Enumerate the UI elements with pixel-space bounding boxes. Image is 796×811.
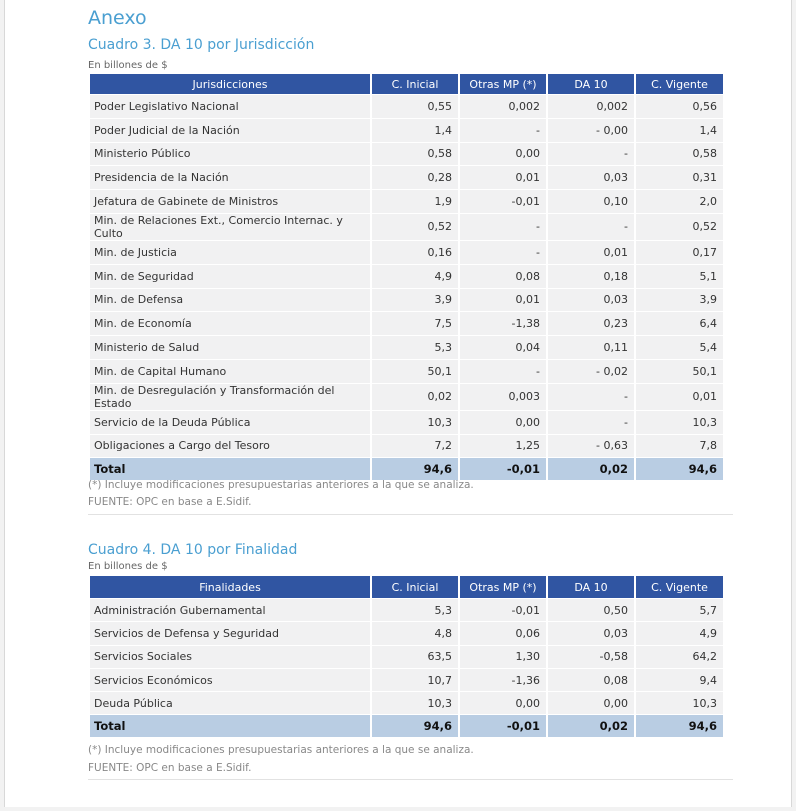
table-cell: 6,4 (636, 312, 723, 335)
table-cell: 0,01 (548, 241, 634, 264)
row-label: Min. de Economía (90, 312, 370, 335)
table-cell: 3,9 (372, 289, 458, 312)
table-cell: 0,03 (548, 289, 634, 312)
table-cell: 0,00 (548, 692, 634, 714)
table-row (90, 360, 723, 383)
table-cell: 0,56 (636, 95, 723, 118)
row-label: Min. de Desregulación y Transformación del Estado (90, 384, 370, 410)
row-label: Servicio de la Deuda Pública (90, 411, 370, 434)
table-cell: 9,4 (636, 669, 723, 691)
row-label: Obligaciones a Cargo del Tesoro (90, 435, 370, 458)
table-cell: 4,9 (636, 622, 723, 644)
table-cell: 0,00 (460, 411, 546, 434)
table3-note: (*) Incluye modificaciones presupuestarias anteriores a la que se analiza. (88, 479, 474, 491)
table-row (90, 312, 723, 335)
row-label: Min. de Capital Humano (90, 360, 370, 383)
row-label: Min. de Relaciones Ext., Comercio Internac. y Culto (90, 214, 370, 240)
table-cell: 0,03 (548, 622, 634, 644)
table-row (90, 435, 723, 458)
table-cell: 4,8 (372, 622, 458, 644)
table-cell: 7,5 (372, 312, 458, 335)
total-label: Total (90, 715, 370, 737)
table-cell: 0,06 (460, 622, 546, 644)
table-cell: -0,01 (460, 599, 546, 621)
left-frame (0, 0, 5, 811)
table-row (90, 95, 723, 118)
row-label: Ministerio de Salud (90, 336, 370, 359)
total-row (90, 715, 723, 737)
table-cell: -0,01 (460, 190, 546, 213)
table-cell: 0,23 (548, 312, 634, 335)
header-da10: DA 10 (548, 576, 634, 598)
right-frame (791, 0, 796, 811)
table-finalidades (88, 575, 725, 738)
table-cell: -1,36 (460, 669, 546, 691)
row-label: Administración Gubernamental (90, 599, 370, 621)
row-label: Min. de Defensa (90, 289, 370, 312)
row-label: Min. de Seguridad (90, 265, 370, 288)
table-cell: - 0,63 (548, 435, 634, 458)
table-cell: 0,31 (636, 166, 723, 189)
table-row (90, 411, 723, 434)
table-cell: - (548, 411, 634, 434)
divider (88, 514, 733, 515)
table-cell: 1,4 (372, 119, 458, 142)
table-cell: 94,6 (636, 458, 723, 480)
header-jurisdicciones: Jurisdicciones (90, 74, 370, 94)
table-cell: 0,01 (636, 384, 723, 410)
table-cell: 94,6 (372, 715, 458, 737)
table-cell: - (548, 214, 634, 240)
table-row (90, 190, 723, 213)
row-label: Poder Legislativo Nacional (90, 95, 370, 118)
table-cell: 0,55 (372, 95, 458, 118)
table-cell: - 0,02 (548, 360, 634, 383)
table4-header-row (90, 576, 723, 598)
table-cell: 1,25 (460, 435, 546, 458)
table4-source: FUENTE: OPC en base a E.Sidif. (88, 762, 252, 774)
row-label: Presidencia de la Nación (90, 166, 370, 189)
table-cell: 0,03 (548, 166, 634, 189)
header-c-inicial: C. Inicial (372, 576, 458, 598)
table-cell: 10,3 (372, 411, 458, 434)
table-row (90, 119, 723, 142)
table-cell: 5,3 (372, 336, 458, 359)
table-cell: 5,7 (636, 599, 723, 621)
table3-header-row (90, 74, 723, 94)
table-cell: - (460, 214, 546, 240)
table-cell: 0,02 (548, 715, 634, 737)
table-row (90, 646, 723, 668)
table-cell: 0,58 (636, 143, 723, 166)
table-cell: 0,002 (548, 95, 634, 118)
table-cell: 0,02 (372, 384, 458, 410)
row-label: Jefatura de Gabinete de Ministros (90, 190, 370, 213)
table-cell: 0,00 (460, 143, 546, 166)
table-cell: 94,6 (372, 458, 458, 480)
table-cell: 94,6 (636, 715, 723, 737)
table-cell: - (460, 241, 546, 264)
table-cell: 64,2 (636, 646, 723, 668)
header-finalidades: Finalidades (90, 576, 370, 598)
table-cell: 0,52 (636, 214, 723, 240)
table-cell: 0,28 (372, 166, 458, 189)
table-row (90, 214, 723, 240)
row-label: Deuda Pública (90, 692, 370, 714)
table-cell: 0,02 (548, 458, 634, 480)
table-cell: 5,3 (372, 599, 458, 621)
bottom-frame (0, 807, 796, 811)
table-cell: 1,9 (372, 190, 458, 213)
table-cell: 0,04 (460, 336, 546, 359)
table-row (90, 336, 723, 359)
table-row (90, 241, 723, 264)
table-cell: 50,1 (636, 360, 723, 383)
table-cell: - (460, 360, 546, 383)
row-label: Servicios de Defensa y Seguridad (90, 622, 370, 644)
table-cell: - (548, 384, 634, 410)
table-cell: 0,08 (460, 265, 546, 288)
total-label: Total (90, 458, 370, 480)
table-cell: 50,1 (372, 360, 458, 383)
table-cell: 4,9 (372, 265, 458, 288)
table-cell: 0,003 (460, 384, 546, 410)
table-row (90, 669, 723, 691)
table-cell: 5,1 (636, 265, 723, 288)
row-label: Servicios Sociales (90, 646, 370, 668)
table-cell: 0,01 (460, 166, 546, 189)
table-jurisdicciones (88, 73, 725, 481)
row-label: Ministerio Público (90, 143, 370, 166)
table-cell: 3,9 (636, 289, 723, 312)
header-otras-mp: Otras MP (*) (460, 576, 546, 598)
table-cell: 2,0 (636, 190, 723, 213)
table-cell: 5,4 (636, 336, 723, 359)
row-label: Poder Judicial de la Nación (90, 119, 370, 142)
table-cell: 1,4 (636, 119, 723, 142)
page-title: Anexo (88, 7, 147, 29)
table-row (90, 143, 723, 166)
table3-units: En billones de $ (88, 60, 168, 71)
table-cell: 10,7 (372, 669, 458, 691)
table-row (90, 599, 723, 621)
table-cell: 63,5 (372, 646, 458, 668)
table-row (90, 384, 723, 410)
table-cell: 0,17 (636, 241, 723, 264)
table-row (90, 622, 723, 644)
table-cell: 7,2 (372, 435, 458, 458)
header-c-vigente: C. Vigente (636, 576, 723, 598)
table-row (90, 289, 723, 312)
table-cell: 0,11 (548, 336, 634, 359)
table-cell: -0,01 (460, 715, 546, 737)
table-cell: 10,3 (636, 411, 723, 434)
table-cell: - (460, 119, 546, 142)
table-row (90, 692, 723, 714)
table-cell: 0,002 (460, 95, 546, 118)
header-otras-mp: Otras MP (*) (460, 74, 546, 94)
header-c-vigente: C. Vigente (636, 74, 723, 94)
header-c-inicial: C. Inicial (372, 74, 458, 94)
table-cell: 10,3 (636, 692, 723, 714)
table4-title: Cuadro 4. DA 10 por Finalidad (88, 542, 298, 558)
table4-note: (*) Incluye modificaciones presupuestarias anteriores a la que se analiza. (88, 744, 474, 756)
table-cell: 0,18 (548, 265, 634, 288)
table-cell: - (548, 143, 634, 166)
row-label: Servicios Económicos (90, 669, 370, 691)
table-row (90, 166, 723, 189)
table-cell: 0,52 (372, 214, 458, 240)
row-label: Min. de Justicia (90, 241, 370, 264)
table3-source: FUENTE: OPC en base a E.Sidif. (88, 496, 252, 508)
divider (88, 779, 733, 780)
table-cell: -0,01 (460, 458, 546, 480)
table4-units: En billones de $ (88, 561, 168, 572)
table-cell: -0,58 (548, 646, 634, 668)
total-row (90, 458, 723, 480)
header-da10: DA 10 (548, 74, 634, 94)
table-cell: 0,16 (372, 241, 458, 264)
table-cell: 0,08 (548, 669, 634, 691)
table-cell: - 0,00 (548, 119, 634, 142)
table-cell: 10,3 (372, 692, 458, 714)
table-cell: 0,10 (548, 190, 634, 213)
table-cell: 0,00 (460, 692, 546, 714)
table-cell: 1,30 (460, 646, 546, 668)
table-cell: 0,50 (548, 599, 634, 621)
table-cell: 0,58 (372, 143, 458, 166)
table3-title: Cuadro 3. DA 10 por Jurisdicción (88, 37, 315, 53)
table-cell: 7,8 (636, 435, 723, 458)
table-cell: 0,01 (460, 289, 546, 312)
table-row (90, 265, 723, 288)
table-cell: -1,38 (460, 312, 546, 335)
